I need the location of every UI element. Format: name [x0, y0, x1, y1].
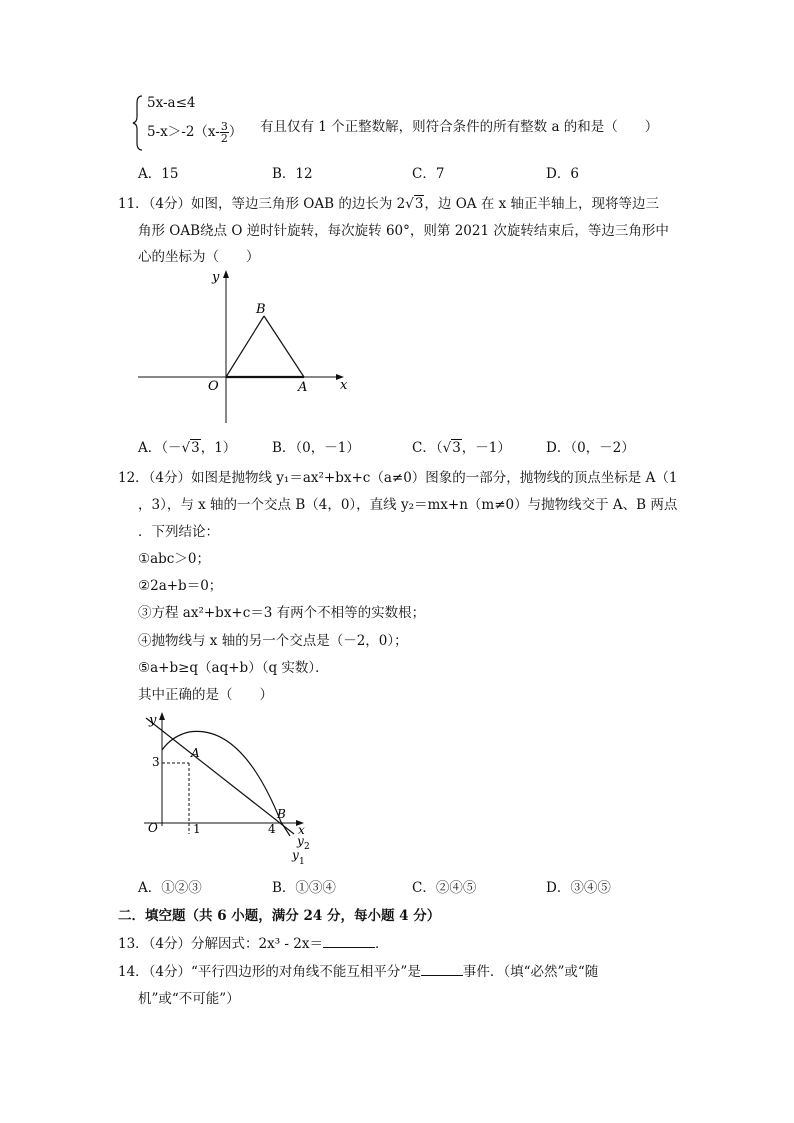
q13-answer-blank: [323, 947, 375, 948]
tick-3: 3: [152, 755, 160, 769]
q12-figure: [138, 706, 318, 872]
inequality-1: 5x-a≤4: [147, 95, 196, 111]
system-brace: [132, 94, 144, 152]
q11-option-a: A．（－√3，1）: [138, 440, 237, 456]
q12-option-b: B．①③④: [272, 880, 336, 896]
q12-option-c: C．②④⑤: [412, 880, 477, 896]
label-x: x: [298, 823, 305, 837]
q11-line-2: 角形 OAB绕点 O 逆时针旋转，每次旋转 60°，则第 2021 次旋转结束后，等边三角形中: [138, 223, 669, 239]
label-o: O: [148, 821, 158, 835]
side-ob: [226, 316, 264, 377]
q10-option-b: B．12: [272, 166, 313, 182]
fraction-3-2: $\frac{3}{2}$: [220, 120, 228, 145]
q12-item-5: ⑤a+b≥q（aq+b）（q 实数）．: [138, 660, 329, 676]
q10-option-d: D．6: [546, 166, 579, 182]
line-y2: [146, 718, 294, 834]
section-2-heading: 二．填空题（共 6 小题，满分 24 分，每小题 4 分）: [118, 908, 441, 924]
q11-figure: [130, 268, 360, 428]
parabola-y1: [162, 731, 290, 836]
q12-option-a: A．①②③: [138, 880, 202, 896]
q12-line-3: ．下列结论：: [138, 524, 219, 540]
q13-line: 13．（4分）分解因式：2x³ - 2x＝ ．: [118, 936, 389, 952]
label-x: x: [340, 378, 348, 393]
q12-line-2: ，3），与 x 轴的一个交点 B（4，0），直线 y₂＝mx+n（m≠0）与抛物线交于 A、B 两点: [138, 497, 678, 513]
label-o: O: [208, 379, 219, 394]
q12-item-4: ④抛物线与 x 轴的另一个交点是（－2，0）；: [138, 633, 408, 649]
label-y: y: [149, 713, 157, 728]
q11-option-d: D．（0，－2）: [546, 440, 635, 456]
q12-item-2: ②2a+b＝0；: [138, 578, 223, 594]
q12-item-3: ③方程 ax²+bx+c＝3 有两个不相等的实数根；: [138, 605, 426, 621]
label-y: y: [212, 270, 220, 285]
q11-option-c: C．（√3，－1）: [412, 440, 511, 456]
tick-4: 4: [268, 822, 276, 836]
q11-line-3: 心的坐标为（ ）: [138, 249, 260, 265]
q12-ask: 其中正确的是（ ）: [138, 687, 273, 703]
label-y2: y: [297, 834, 304, 848]
q14-line-1: 14．（4分）“平行四边形的对角线不能互相平分”是 事件．（填“必然”或“随: [118, 964, 599, 980]
side-ab: [264, 316, 304, 377]
q10-text: 有且仅有 1 个正整数解，则符合条件的所有整数 a 的和是（ ）: [260, 119, 659, 135]
q14-answer-blank: [421, 975, 463, 976]
label-y2-sub: 2: [304, 842, 310, 852]
q12-item-1: ①abc＞0；: [138, 551, 210, 567]
q12-line-1: 12．（4分）如图是抛物线 y₁＝ax²+bx+c（a≠0）图象的一部分，抛物线的顶点坐标是 A（1: [118, 470, 678, 486]
y-axis-arrow: [159, 712, 165, 720]
tick-1: 1: [193, 822, 201, 836]
label-y1-sub: 1: [299, 857, 305, 867]
inequality-2: [147, 120, 242, 144]
y-axis-arrow: [223, 270, 229, 278]
q11-line-1: 11．（4分）如图，等边三角形 OAB 的边长为 2√3，边 OA 在 x 轴正半轴上，现将等边三: [118, 196, 660, 212]
label-a: A: [298, 380, 308, 395]
q12-option-d: D．③④⑤: [546, 880, 611, 896]
label-b: B: [277, 807, 286, 821]
label-a: A: [191, 746, 200, 760]
sqrt-3: 3: [414, 196, 424, 212]
q14-line-2: 机”或“不可能”）: [138, 991, 240, 1007]
label-b: B: [256, 302, 266, 317]
q11-option-b: B．（0，－1）: [272, 440, 360, 456]
inequality-2-left: 5-x＞-2（x-: [147, 124, 220, 140]
inequality-2-right: ）: [228, 124, 243, 140]
q10-option-a: A．15: [138, 166, 179, 182]
label-y1: y: [292, 848, 299, 862]
q10-option-c: C．7: [412, 166, 445, 182]
